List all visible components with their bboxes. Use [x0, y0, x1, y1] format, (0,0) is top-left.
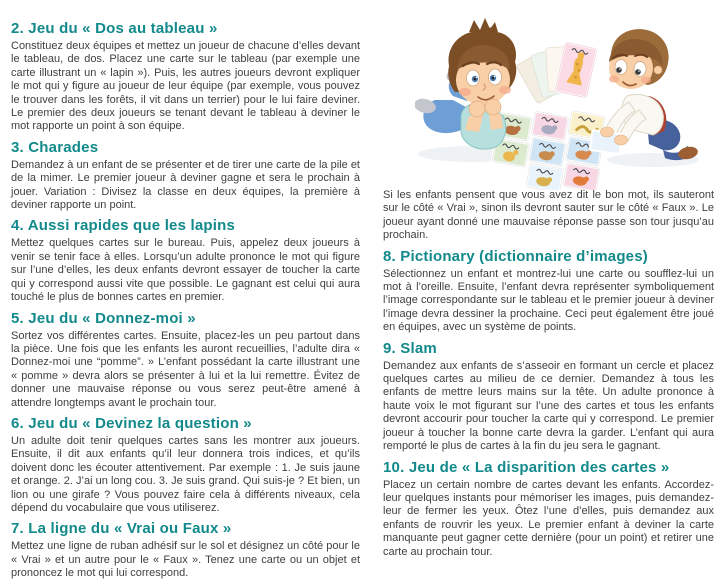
game-section-6: [11, 415, 360, 515]
section-body-8: Sélectionnez un enfant et montrez-lui une carte ou soufflez-lui un mot à l’oreille. Ensuite, l’enfant devra représenter symboliquement l’image correspondante sur le tableau et le premier joueur à deviner l’image devra dessiner la prochaine. Ceci peut également être joué en équipes, avec un système de points.: [383, 267, 714, 334]
section-heading-3: 3. Charades: [11, 138, 99, 156]
game-section-4: [11, 217, 360, 304]
boy-kneeling-illustration: [590, 29, 699, 161]
game-section-5: [11, 310, 360, 410]
left-column: [11, 20, 360, 581]
section-heading-7: 7. La ligne du « Vrai ou Faux »: [11, 520, 232, 538]
flashcard-stack: [516, 42, 597, 104]
section-body-6: Un adulte doit tenir quelques cartes sans les montrer aux joueurs. Ensuite, il dit aux enfants qu’il leur donnera trois indices, et qu’ils doivent donc les écouter attentivement. Par exemple : 1. Je suis jaune et orange. 2. J’ai un long cou. 3. Je suis grand. Qui suis-je ? Et bien, un lion ou une girafe ? Vous pouvez faire cela à différents niveaux, cela dépend du vocabulaire que vous utiliserez.: [11, 434, 360, 514]
game-section-9: [383, 340, 714, 454]
section-heading-6: 6. Jeu du « Devinez la question »: [11, 414, 252, 432]
section-heading-9: 9. Slam: [383, 339, 437, 357]
section-body-7: Mettez une ligne de ruban adhésif sur le sol et désignez un côté pour le « Vrai » et un autre pour le « Faux ». Tenez une carte ou un objet et prononcez le mot qui lui correspond.: [11, 540, 360, 580]
section-body-10: Placez un certain nombre de cartes devant les enfants. Accordez-leur quelques instants pour mémoriser les images, puis demandez-leur de fermer les yeux. Ôtez l’une d’elles, puis demandez aux enfants de rouvrir les yeux. Le premier enfant à deviner la carte manquante peut gagner cette dernière (pour un point) et retirer une carte au prochain tour.: [383, 478, 714, 558]
game-section-2: [11, 20, 360, 134]
section-heading-2: 2. Jeu du « Dos au tableau »: [11, 20, 218, 37]
game-section-3: [11, 139, 360, 213]
boy-lying-illustration: [415, 18, 516, 149]
section-body-9: Demandez aux enfants de s’asseoir en formant un cercle et placez quelques cartes au milieu de ce dernier. Demandez à tous les enfants de mettre leurs mains sur la tête. Un adulte prononce à haute voix le mot figurant sur l’une des cartes et tous les enfants devront accourir pour toucher la carte qui y correspond. Le premier joueur à toucher la bonne carte devra la garder. L’enfant qui aura remporté le plus de cartes à la fin du jeu sera le gagnant.: [383, 359, 714, 453]
right-column: [383, 189, 714, 559]
section-heading-10: 10. Jeu de « La disparition des cartes »: [383, 458, 670, 476]
section-body-3: Demandez à un enfant de se présenter et de tirer une carte de la pile et de la mimer. Le premier joueur à deviner gagne et sera le prochain à jouer. Variation : Divisez la classe en deux équipes, la première à deviner rapporte un point.: [11, 158, 360, 212]
game-section-8: [383, 248, 714, 335]
game-section-10: [383, 459, 714, 559]
section-body-7-continued: Si les enfants pensent que vous avez dit le bon mot, ils sauteront sur le côté « Vrai », sinon ils devront sauter sur le côté « Faux ». Le joueur ayant donné une mauvaise réponse passe son tour jusqu’au prochain.: [383, 189, 714, 242]
section-heading-5: 5. Jeu du « Donnez-moi »: [11, 309, 196, 327]
section-body-4: Mettez quelques cartes sur le bureau. Puis, appelez deux joueurs à venir se tenir face à elles. Lorsqu’un adulte prononce le mot qui figure sur l’une d’elles, les deux enfants devront essayer de toucher la carte qui y correspond aussi vite que possible. Le gagnant est celui qui aura touché le plus de bonnes cartes en premier.: [11, 237, 360, 304]
section-body-5: Sortez vos différentes cartes. Ensuite, placez-les un peu partout dans la pièce. Une fois que les enfants les auront recueillies, l’adulte dira « Donnez-moi une “pomme”. » L’enfant possédant la carte illustrant une « pomme » devra alors se présenter à lui et la lui remettre. Évitez de donner une mauvaise réponse ou vous serez peut-être amené à attendre longtemps avant le prochain tour.: [11, 329, 360, 409]
section-heading-8: 8. Pictionary (dictionnaire d’images): [383, 247, 648, 265]
section-body-2: Constituez deux équipes et mettez un joueur de chacune d’elles devant le tableau, de dos. Placez une carte sur le tableau (par exemple une carte illustrant un « lapin »). Puis, les autres joueurs devront expliquer le mot qui y figure au joueur de leur équipe (par exemple, vous pouvez le trouver dans les forêts, il vit dans un terrier) pour le lui faire deviner. Le premier des deux joueurs se tenant devant le tableau à deviner le mot rapporte un point à son équipe.: [11, 40, 360, 133]
game-section-7: [11, 520, 360, 580]
children-playing-cards-illustration: [415, 4, 715, 190]
section-heading-4: 4. Aussi rapides que les lapins: [11, 217, 236, 235]
